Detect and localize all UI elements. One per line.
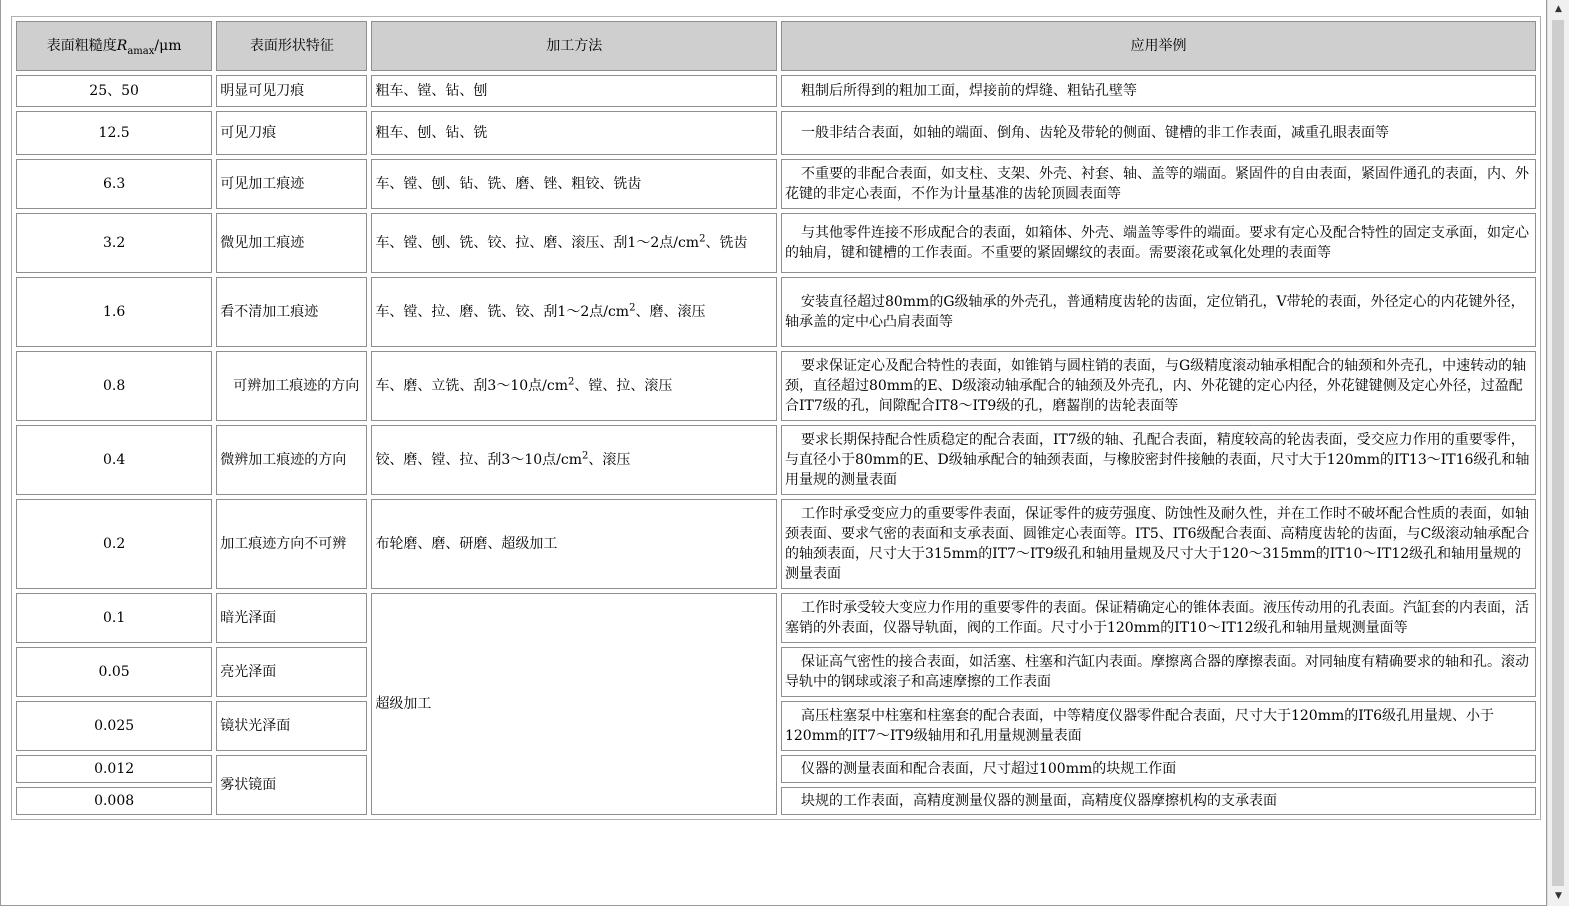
surface-feature: 雾状镜面: [216, 755, 367, 815]
roughness-value: 6.3: [16, 159, 212, 209]
table-row: [16, 213, 1536, 273]
roughness-value: 1.6: [16, 277, 212, 347]
header-application: 应用举例: [781, 21, 1536, 71]
surface-feature: 暗光泽面: [216, 593, 367, 643]
application-example: 保证高气密性的接合表面，如活塞、柱塞和汽缸内表面。摩擦离合器的摩擦表面。对同轴度有精确要求的轴和孔。滚动导轨中的钢球或滚子和高速摩擦的工作表面: [781, 647, 1536, 697]
machining-method: 车、镗、拉、磨、铣、铰、刮1～2点$/cm^2$、磨、滚压: [371, 277, 777, 347]
roughness-value: 0.025: [16, 701, 212, 751]
surface-feature: 可见加工痕迹: [216, 159, 367, 209]
header-method: 加工方法: [371, 21, 777, 71]
roughness-value: 12.5: [16, 111, 212, 155]
surface-feature: 加工痕迹方向不可辨: [216, 499, 367, 589]
machining-method: 车、磨、立铣、刮3～10点$/cm^2$、镗、拉、滚压: [371, 351, 777, 421]
table-row: [16, 111, 1536, 155]
table-row: [16, 425, 1536, 495]
application-example: 要求长期保持配合性质稳定的配合表面，IT7级的轴、孔配合表面，精度较高的轮齿表面，受交应力作用的重要零件，与直径小于80mm的E、D级轴承配合的轴颈表面，与橡胶密封件接触的表面，尺寸大于120mm的IT13～IT16级孔和轴用量规的测量表面: [781, 425, 1536, 495]
surface-feature: 微辨加工痕迹的方向: [216, 425, 367, 495]
table-row: [16, 351, 1536, 421]
roughness-table: [11, 16, 1541, 820]
surface-feature: 可辨加工痕迹的方向: [216, 351, 367, 421]
machining-method: 车、镗、刨、钻、铣、磨、锉、粗铰、铣齿: [371, 159, 777, 209]
header-roughness: 表面粗糙度$R_{amax}/\mu m$: [16, 21, 212, 71]
application-example: 粗制后所得到的粗加工面，焊接前的焊缝、粗钻孔壁等: [781, 75, 1536, 107]
application-example: 要求保证定心及配合特性的表面，如锥销与圆柱销的表面，与G级精度滚动轴承相配合的轴颈和外壳孔，中速转动的轴颈，直径超过80mm的E、D级滚动轴承配合的轴颈及外壳孔，内、外花键的定心内径，外花键键侧及定心外径，过盈配合IT7级的孔，间隙配合IT8～IT9级的孔，磨齧削的齿轮表面等: [781, 351, 1536, 421]
surface-feature: 镜状光泽面: [216, 701, 367, 751]
surface-feature: 微见加工痕迹: [216, 213, 367, 273]
roughness-value: 0.05: [16, 647, 212, 697]
application-example: 工作时承受变应力的重要零件表面，保证零件的疲劳强度、防蚀性及耐久性，并在工作时不破坏配合性质的表面，如轴颈表面、要求气密的表面和支承表面、圆锥定心表面等。IT5、IT6级配合表面、高精度齿轮的齿面，与C级滚动轴承配合的轴颈表面，尺寸大于315mm的IT7～IT9级孔和轴用量规及尺寸大于120～315mm的IT10～IT12级孔和轴用量规的测量表面: [781, 499, 1536, 589]
application-example: 安装直径超过80mm的G级轴承的外壳孔，普通精度齿轮的齿面，定位销孔，V带轮的表面，外径定心的内花键外径，轴承盖的定中心凸肩表面等: [781, 277, 1536, 347]
header-surface-feature: 表面形状特征: [216, 21, 367, 71]
table-row: [16, 593, 1536, 643]
roughness-value: 25、50: [16, 75, 212, 107]
table-row: [16, 159, 1536, 209]
table-row: [16, 75, 1536, 107]
roughness-value: 3.2: [16, 213, 212, 273]
machining-method: 车、镗、刨、铣、铰、拉、磨、滚压、刮1～2点$/cm^2$、铣齿: [371, 213, 777, 273]
machining-method: 超级加工: [371, 593, 777, 815]
application-example: 不重要的非配合表面，如支柱、支架、外壳、衬套、轴、盖等的端面。紧固件的自由表面，紧固件通孔的表面，内、外花键的非定心表面，不作为计量基准的齿轮顶圆表面等: [781, 159, 1536, 209]
application-example: 块规的工作表面，高精度测量仪器的测量面，高精度仪器摩擦机构的支承表面: [781, 787, 1536, 815]
application-example: 工作时承受较大变应力作用的重要零件的表面。保证精确定心的锥体表面。液压传动用的孔表面。汽缸套的内表面，活塞销的外表面，仪器导轨面，阀的工作面。尺寸小于120mm的IT10～IT12级孔和轴用量规测量面等: [781, 593, 1536, 643]
surface-feature: 看不清加工痕迹: [216, 277, 367, 347]
machining-method: 铰、磨、镗、拉、刮3～10点$/cm^2$、滚压: [371, 425, 777, 495]
roughness-value: 0.8: [16, 351, 212, 421]
roughness-value: 0.4: [16, 425, 212, 495]
surface-feature: 亮光泽面: [216, 647, 367, 697]
application-example: 仪器的测量表面和配合表面，尺寸超过100mm的块规工作面: [781, 755, 1536, 783]
roughness-value: 0.1: [16, 593, 212, 643]
machining-method: 布轮磨、磨、研磨、超级加工: [371, 499, 777, 589]
application-example: 一般非结合表面，如轴的端面、倒角、齿轮及带轮的侧面、键槽的非工作表面，减重孔眼表面等: [781, 111, 1536, 155]
vertical-scrollbar[interactable]: [1547, 0, 1569, 906]
application-example: 高压柱塞泵中柱塞和柱塞套的配合表面，中等精度仪器零件配合表面，尺寸大于120mm的IT6级孔用量规、小于120mm的IT7～IT9级轴用和孔用量规测量表面: [781, 701, 1536, 751]
scroll-up-arrow-icon[interactable]: ▲: [1555, 4, 1562, 14]
surface-feature: 明显可见刀痕: [216, 75, 367, 107]
roughness-value: 0.012: [16, 755, 212, 783]
application-example: 与其他零件连接不形成配合的表面，如箱体、外壳、端盖等零件的端面。要求有定心及配合特性的固定支承面，如定心的轴肩，键和键槽的工作表面。不重要的紧固螺纹的表面。需要滚花或氧化处理的表面等: [781, 213, 1536, 273]
roughness-table-container: [11, 16, 1541, 820]
table-row: [16, 499, 1536, 589]
machining-method: 粗车、刨、钻、铣: [371, 111, 777, 155]
machining-method: 粗车、镗、钻、刨: [371, 75, 777, 107]
scrollbar-thumb[interactable]: [1552, 20, 1564, 886]
roughness-value: 0.008: [16, 787, 212, 815]
scroll-down-arrow-icon[interactable]: ▼: [1555, 891, 1562, 901]
surface-feature: 可见刀痕: [216, 111, 367, 155]
roughness-value: 0.2: [16, 499, 212, 589]
table-row: [16, 277, 1536, 347]
header-row: [16, 21, 1536, 71]
